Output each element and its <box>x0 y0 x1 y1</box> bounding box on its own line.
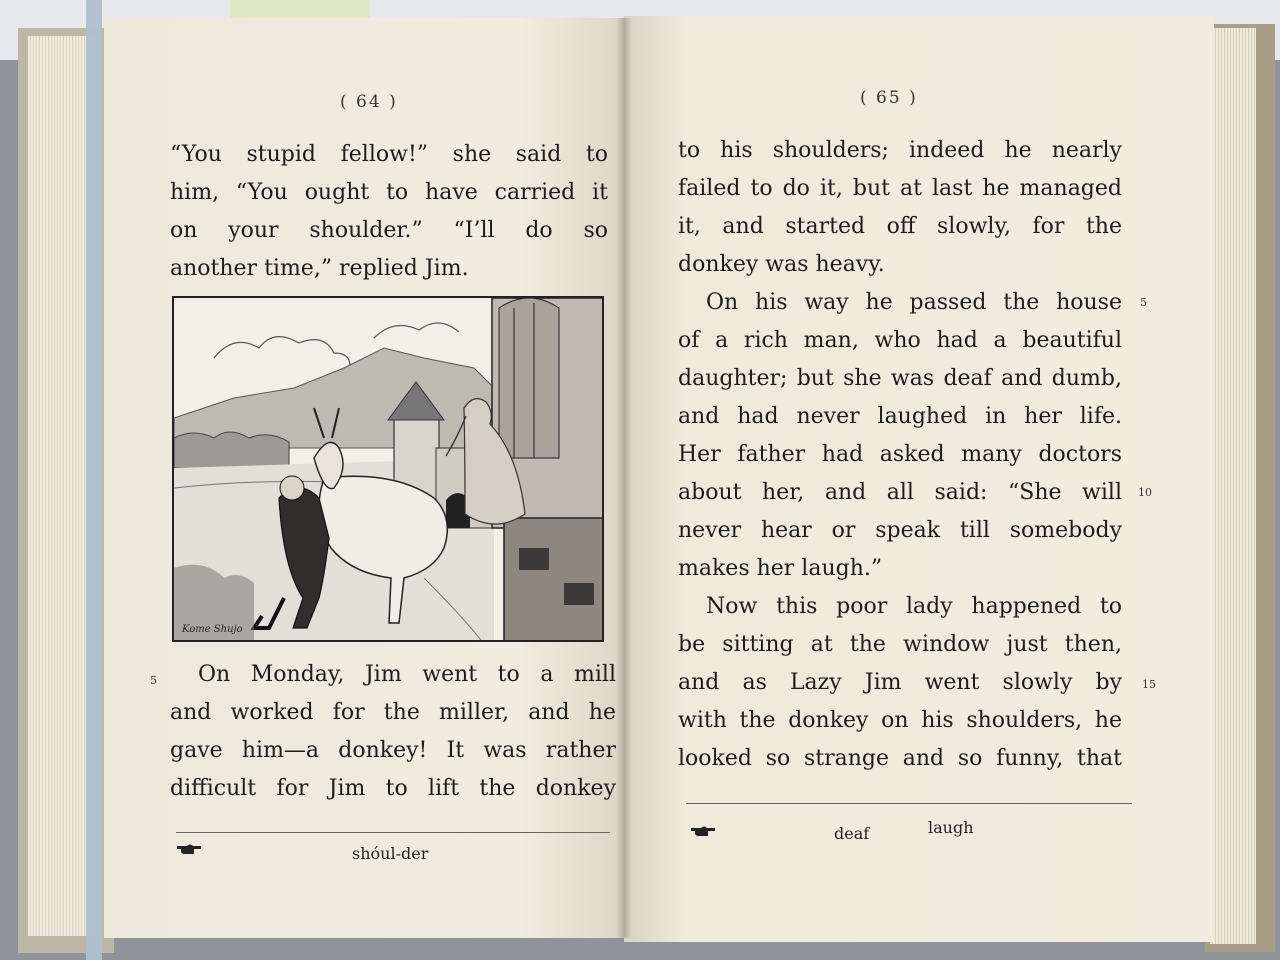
footer-rule <box>686 803 1132 804</box>
vocabulary-word: shóul-der <box>352 844 429 863</box>
text-line: Her father had asked many doctors <box>678 442 1122 467</box>
vocabulary-word: laugh <box>928 818 974 837</box>
text-line: looked so strange and so funny, that <box>678 746 1122 771</box>
text-line: and as Lazy Jim went slowly by <box>678 670 1122 695</box>
page-number: ( 65 ) <box>860 88 918 108</box>
text-line: On his way he passed the house <box>706 290 1122 315</box>
text-line: never hear or speak till somebody <box>678 518 1122 543</box>
footer-rule <box>176 832 610 833</box>
page-number: ( 64 ) <box>340 92 398 112</box>
paragraph <box>678 132 1122 778</box>
text-line: makes her laugh.” <box>678 556 883 581</box>
illustrator-signature: Kome Shujo <box>182 624 243 635</box>
line-number: 5 <box>150 674 157 687</box>
line-number: 10 <box>1138 486 1152 499</box>
pointing-hand-icon <box>176 842 202 856</box>
illustration <box>172 296 604 642</box>
bookmark-ribbon <box>86 0 102 960</box>
text-line: him, “You ought to have carried it <box>170 180 608 205</box>
text-line: of a rich man, who had a beautiful <box>678 328 1122 353</box>
text-line: difficult for Jim to lift the donkey <box>170 776 616 801</box>
text-line: to his shoulders; indeed he nearly <box>678 138 1122 163</box>
text-line: on your shoulder.” “I’ll do so <box>170 218 608 243</box>
text-line: and worked for the miller, and he <box>170 700 616 725</box>
text-line: be sitting at the window just then, <box>678 632 1122 657</box>
line-number: 15 <box>1142 678 1156 691</box>
page-edges-right <box>1210 28 1256 944</box>
text-line: daughter; but she was deaf and dumb, <box>678 366 1122 391</box>
paragraph <box>170 656 616 808</box>
paragraph <box>170 136 608 288</box>
book-gutter <box>616 18 632 938</box>
text-line: another time,” replied Jim. <box>170 256 469 281</box>
text-line: Now this poor lady happened to <box>706 594 1122 619</box>
line-number: 5 <box>1140 296 1147 309</box>
text-line: with the donkey on his shoulders, he <box>678 708 1122 733</box>
text-line: gave him—a donkey! It was rather <box>170 738 616 763</box>
pointing-hand-icon <box>690 824 716 838</box>
text-line: failed to do it, but at last he managed <box>678 176 1122 201</box>
text-line: donkey was heavy. <box>678 252 885 277</box>
vocabulary-word: deaf <box>834 824 870 843</box>
illustration-drawing <box>174 298 604 642</box>
text-line: about her, and all said: “She will <box>678 480 1122 505</box>
text-line: it, and started off slowly, for the <box>678 214 1122 239</box>
text-line: “You stupid fellow!” she said to <box>170 142 608 167</box>
text-line: On Monday, Jim went to a mill <box>198 662 616 687</box>
text-line: and had never laughed in her life. <box>678 404 1122 429</box>
